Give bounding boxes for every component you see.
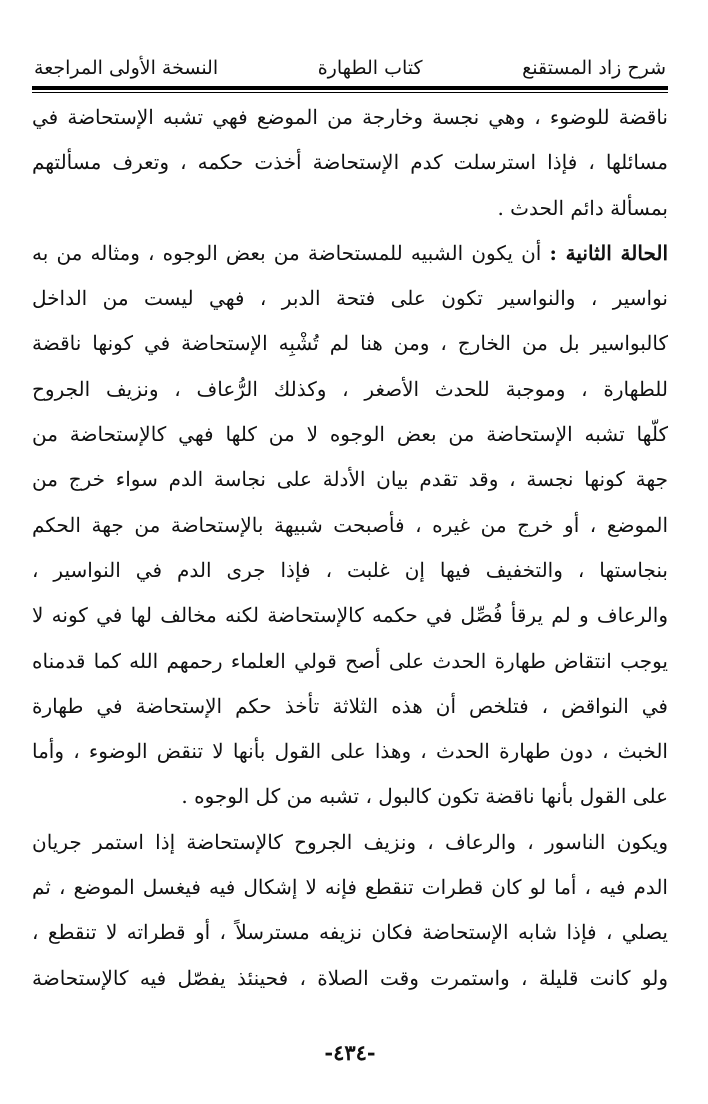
- line-text: ويكون الناسور ، والرعاف ، ونزيف الجروح كالإستحاضة إذا استمر جريان: [32, 829, 668, 854]
- running-header: [32, 50, 668, 86]
- line-text: كالبواسير بل من الخارج ، ومن هنا لم تُشْبِه الإستحاضة في كونها ناقضة: [32, 331, 668, 356]
- line-text: بنجاستها ، والتخفيف فيها إن غلبت ، فإذا جرى الدم في النواسير ،: [32, 557, 668, 582]
- line-text: ولو كانت قليلة ، واستمرت وقت الصلاة ، فحينئذ يفصّل فيه كالإستحاضة: [32, 965, 668, 990]
- text-line: [32, 140, 668, 185]
- header-book-title: شرح زاد المستقنع: [522, 57, 666, 79]
- line-text: مسائلها ، فإذا استرسلت كدم الإستحاضة أخذت حكمه ، وتعرف مسألتهم: [32, 150, 668, 175]
- header-chapter-title: كتاب الطهارة: [317, 57, 423, 79]
- text-line: [32, 276, 668, 321]
- line-text: في النواقض ، فتلخص أن هذه الثلاثة تأخذ حكم الإستحاضة في طهارة: [32, 693, 668, 718]
- text-line: [32, 593, 668, 638]
- line-text: يوجب انتقاض طهارة الحدث على أصح قولي العلماء رحمهم الله كما قدمناه: [32, 648, 668, 673]
- text-line: [32, 548, 668, 593]
- line-text: الموضع ، أو خرج من غيره ، فأصبحت شبيهة بالإستحاضة من جهة الحكم: [32, 512, 668, 537]
- text-line: [32, 820, 668, 865]
- text-line: [32, 412, 668, 457]
- text-line: [32, 729, 668, 774]
- text-line: [32, 774, 668, 819]
- line-text: والرعاف و لم يرقأ فُصِّل في حكمه كالإستحاضة لكنه مخالف لها في كونه لا: [32, 603, 668, 628]
- text-line: [32, 457, 668, 502]
- text-line: [32, 956, 668, 1001]
- text-line: [32, 865, 668, 910]
- text-line: [32, 231, 668, 276]
- header-edition-note: النسخة الأولى المراجعة: [34, 57, 219, 79]
- line-text: على القول بأنها ناقضة تكون كالبول ، تشبه من كل الوجوه .: [181, 784, 668, 809]
- text-line: [32, 367, 668, 412]
- line-text: نواسير ، والنواسير تكون على فتحة الدبر ، فهي ليست من الداخل: [32, 286, 668, 311]
- text-line: [32, 186, 668, 231]
- text-line: [32, 684, 668, 729]
- page-number: -٤٣٤-: [324, 1040, 376, 1065]
- text-line: [32, 95, 668, 140]
- book-page: [32, 50, 668, 1080]
- line-text: أن يكون الشبيه للمستحاضة من بعض الوجوه ، ومثاله من به: [32, 240, 550, 265]
- header-rule-thick: [32, 86, 668, 90]
- line-text: الخبث ، دون طهارة الحدث ، وهذا على القول بأنها لا تنقض الوضوء ، وأما: [32, 739, 668, 764]
- section-heading: الحالة الثانية :: [549, 240, 668, 265]
- line-text: كلّها تشبه الإستحاضة من بعض الوجوه لا من كلها فهي كالإستحاضة من: [32, 422, 668, 447]
- line-text: للطهارة ، وموجبة للحدث الأصغر ، وكذلك الرُّعاف ، ونزيف الجروح: [32, 376, 668, 401]
- text-line: [32, 321, 668, 366]
- line-text: يصلي ، فإذا شابه الإستحاضة فكان نزيفه مسترسلاً ، أو قطراته لا تنقطع ،: [32, 920, 668, 945]
- text-line: [32, 639, 668, 684]
- text-line: [32, 910, 668, 955]
- header-rule-thin: [32, 92, 668, 93]
- line-text: جهة كونها نجسة ، وقد تقدم بيان الأدلة على نجاسة الدم سواء خرج من: [32, 467, 668, 492]
- body-text: [32, 95, 668, 1001]
- line-text: الدم فيه ، أما لو كان قطرات تنقطع فإنه لا إشكال فيه فيغسل الموضع ، ثم: [32, 875, 668, 900]
- text-line: [32, 503, 668, 548]
- line-text: ناقضة للوضوء ، وهي نجسة وخارجة من الموضع فهي تشبه الإستحاضة في: [32, 105, 668, 129]
- line-text: بمسألة دائم الحدث .: [497, 195, 668, 220]
